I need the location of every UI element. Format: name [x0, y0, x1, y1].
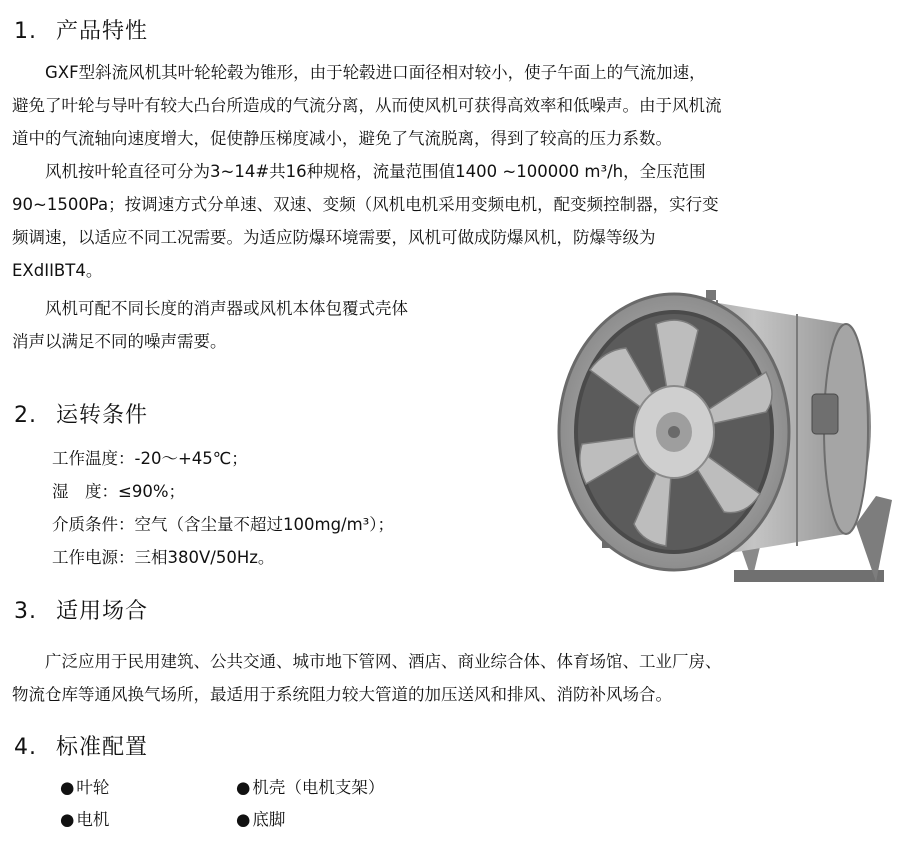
config-item-motor: ● 电机: [60, 810, 110, 829]
junction-box: [812, 394, 838, 434]
bullet-icon: ●: [60, 810, 75, 829]
spec-humidity: 湿 度：≤90%；: [52, 482, 185, 501]
spec-temperature: 工作温度：-20～+45℃；: [52, 449, 248, 468]
paragraph-1: GXF型斜流风机其叶轮轮毂为锥形，由于轮毂进口面径相对较小，使子午面上的气流加速， 避免了叶轮与导叶有较大凸台所造成的气流分离，从而使风机可获得高效率和低噪声。由于风机流 道中的气流轴向速度增大，促使静压梯度减小，避免了气流脱离，得到了较高的压力系数。: [12, 63, 722, 148]
config-item-base: ● 底脚: [236, 810, 286, 829]
bullet-icon: ●: [236, 810, 251, 829]
section-1-title: 产品特性: [56, 19, 149, 44]
operating-conditions-list: [52, 442, 394, 574]
section-3-heading: 3. 适用场合: [14, 599, 149, 624]
section-4-title: 标准配置: [56, 735, 149, 760]
section-3-title: 适用场合: [56, 599, 149, 624]
bullet-icon: ●: [236, 778, 251, 797]
paragraph-2: 风机按叶轮直径可分为3~14#共16种规格，流量范围值1400 ~100000 m³/h，全压范围 90~1500Pa；按调速方式分单速、双速、变频（风机电机采用变频电机，配变频控制器，实行变 频调速，以适应不同工况需要。为适应防爆环境需要，风机可做成防爆风机，防爆等级为 EXdIIBT4。: [12, 162, 719, 280]
section-4-heading: 4. 标准配置: [14, 735, 149, 760]
impeller-hub: [634, 386, 714, 478]
section-2-title: 运转条件: [56, 403, 149, 428]
section-2-heading: 2. 运转条件: [14, 403, 149, 428]
spec-power: 工作电源：三相380V/50Hz。: [52, 548, 275, 567]
config-item-impeller: ● 叶轮: [60, 778, 110, 797]
section-1-heading: 1. 产品特性: [14, 19, 149, 44]
applications-paragraph: 广泛应用于民用建筑、公共交通、城市地下管网、酒店、商业综合体、体育场馆、工业厂房、 物流仓库等通风换气场所，最适用于系统阻力较大管道的加压送风和排风、消防补风场合。: [12, 652, 722, 704]
config-item-casing: ● 机壳（电机支架）: [236, 778, 385, 797]
spec-medium: 介质条件：空气（含尘量不超过100mg/m³）；: [52, 515, 395, 534]
bullet-icon: ●: [60, 778, 75, 797]
paragraph-3: 风机可配不同长度的消声器或风机本体包覆式壳体 消声以满足不同的噪声需要。: [12, 299, 408, 351]
axial-fan-photo: [556, 284, 902, 594]
